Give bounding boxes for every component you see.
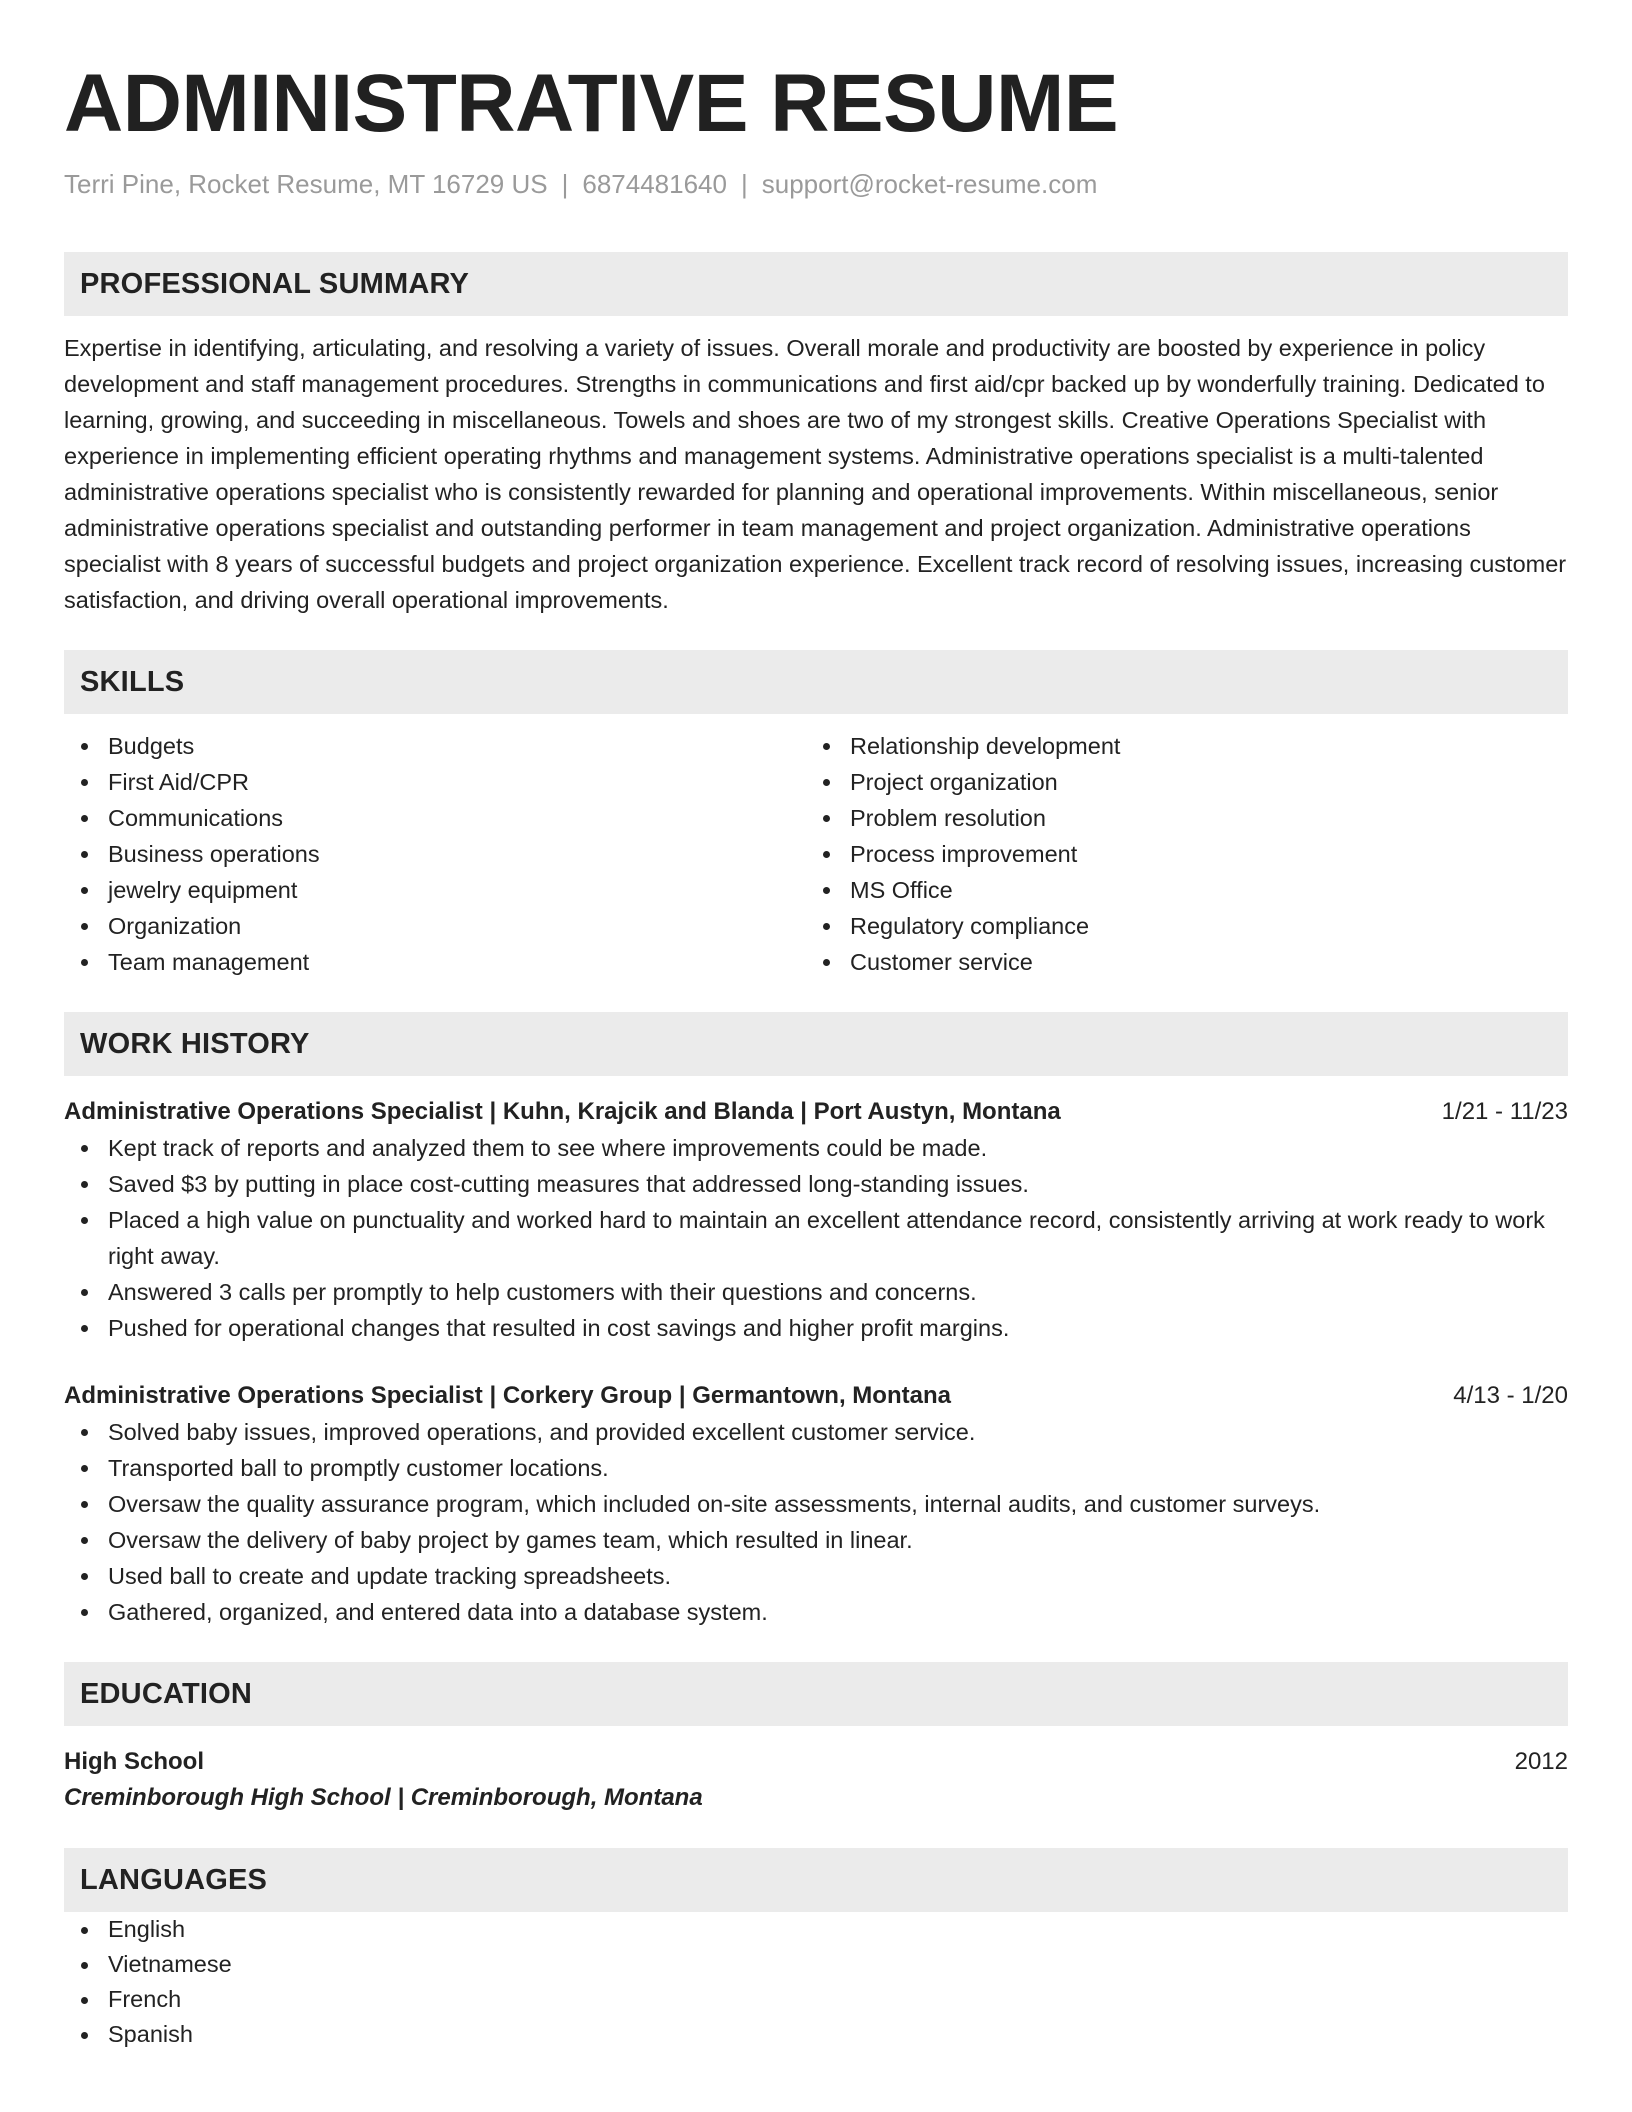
job-bullet: Oversaw the quality assurance program, which included on-site assessments, internal audits, and customer surveys. <box>64 1486 1568 1522</box>
job-title: Administrative Operations Specialist | Corkery Group | Germantown, Montana <box>64 1382 951 1409</box>
skill-item: Relationship development <box>806 728 1548 764</box>
job-title: Administrative Operations Specialist | Kuhn, Krajcik and Blanda | Port Austyn, Montana <box>64 1098 1061 1125</box>
section-heading-education: EDUCATION <box>64 1662 1568 1726</box>
job-bullet-list <box>64 1414 1568 1630</box>
section-heading-summary: PROFESSIONAL SUMMARY <box>64 252 1568 316</box>
contact-separator: | <box>740 169 748 199</box>
section-heading-work-history: WORK HISTORY <box>64 1012 1568 1076</box>
language-item: English <box>64 1912 1568 1947</box>
skills-column-right <box>806 728 1548 980</box>
skill-item: First Aid/CPR <box>64 764 806 800</box>
skill-item: Team management <box>64 944 806 980</box>
job-bullet: Oversaw the delivery of baby project by games team, which resulted in linear. <box>64 1522 1568 1558</box>
skill-item: Budgets <box>64 728 806 764</box>
section-heading-skills: SKILLS <box>64 650 1568 714</box>
skill-item: Customer service <box>806 944 1548 980</box>
skills-column-left <box>64 728 806 980</box>
job-bullet: Saved $3 by putting in place cost-cutting measures that addressed long-standing issues. <box>64 1166 1568 1202</box>
languages-list <box>64 1912 1568 2052</box>
job-dates: 4/13 - 1/20 <box>1453 1382 1568 1409</box>
education-year: 2012 <box>1514 1748 1568 1775</box>
job-bullet: Gathered, organized, and entered data into a database system. <box>64 1594 1568 1630</box>
job-bullet: Pushed for operational changes that resulted in cost savings and higher profit margins. <box>64 1310 1568 1346</box>
resume-title: ADMINISTRATIVE RESUME <box>64 58 1119 149</box>
job-dates: 1/21 - 11/23 <box>1441 1098 1568 1125</box>
job-header <box>64 1094 1568 1130</box>
contact-separator: | <box>561 169 569 199</box>
language-item: Vietnamese <box>64 1947 1568 1982</box>
skill-item: jewelry equipment <box>64 872 806 908</box>
job-bullet-list <box>64 1130 1568 1346</box>
contact-phone: 6874481640 <box>582 169 727 199</box>
job-bullet: Placed a high value on punctuality and worked hard to maintain an excellent attendance record, consistently arriving at work ready to work right away. <box>64 1202 1568 1274</box>
language-item: Spanish <box>64 2017 1568 2052</box>
education-school: Creminborough High School | Creminborough, Montana <box>64 1784 703 1811</box>
contact-address: Terri Pine, Rocket Resume, MT 16729 US <box>64 169 548 199</box>
job-bullet: Used ball to create and update tracking spreadsheets. <box>64 1558 1568 1594</box>
education-degree: High School <box>64 1748 204 1775</box>
education-header <box>64 1744 1568 1780</box>
section-heading-languages: LANGUAGES <box>64 1848 1568 1912</box>
skill-item: Business operations <box>64 836 806 872</box>
job-bullet: Transported ball to promptly customer locations. <box>64 1450 1568 1486</box>
summary-text: Expertise in identifying, articulating, and resolving a variety of issues. Overall morale and productivity are boosted by experience in policy development and staff management procedures. Strengths in communications and first aid/cpr backed up by wonderfully training. Dedicated to learning, growing, and succeeding in miscellaneous. Towels and shoes are two of my strongest skills. Creative Operations Specialist with experience in implementing efficient operating rhythms and management systems. Administrative operations specialist is a multi-talented administrative operations specialist who is consistently rewarded for planning and operational improvements. Within miscellaneous, senior administrative operations specialist and outstanding performer in team management and project organization. Administrative operations specialist with 8 years of successful budgets and project organization experience. Excellent track record of resolving issues, increasing customer satisfaction, and driving overall operational improvements. <box>64 335 1567 613</box>
resume-page <box>64 0 1568 2052</box>
skill-item: Communications <box>64 800 806 836</box>
skill-item: Organization <box>64 908 806 944</box>
job-bullet: Solved baby issues, improved operations, and provided excellent customer service. <box>64 1414 1568 1450</box>
contact-line <box>64 168 1568 200</box>
skill-item: Project organization <box>806 764 1548 800</box>
skill-item: Regulatory compliance <box>806 908 1548 944</box>
job-bullet: Answered 3 calls per promptly to help customers with their questions and concerns. <box>64 1274 1568 1310</box>
job-header <box>64 1378 1568 1414</box>
skill-item: Problem resolution <box>806 800 1548 836</box>
language-item: French <box>64 1982 1568 2017</box>
skill-item: MS Office <box>806 872 1548 908</box>
contact-email: support@rocket-resume.com <box>761 169 1098 199</box>
skills-list <box>64 728 1568 980</box>
skill-item: Process improvement <box>806 836 1548 872</box>
job-bullet: Kept track of reports and analyzed them to see where improvements could be made. <box>64 1130 1568 1166</box>
